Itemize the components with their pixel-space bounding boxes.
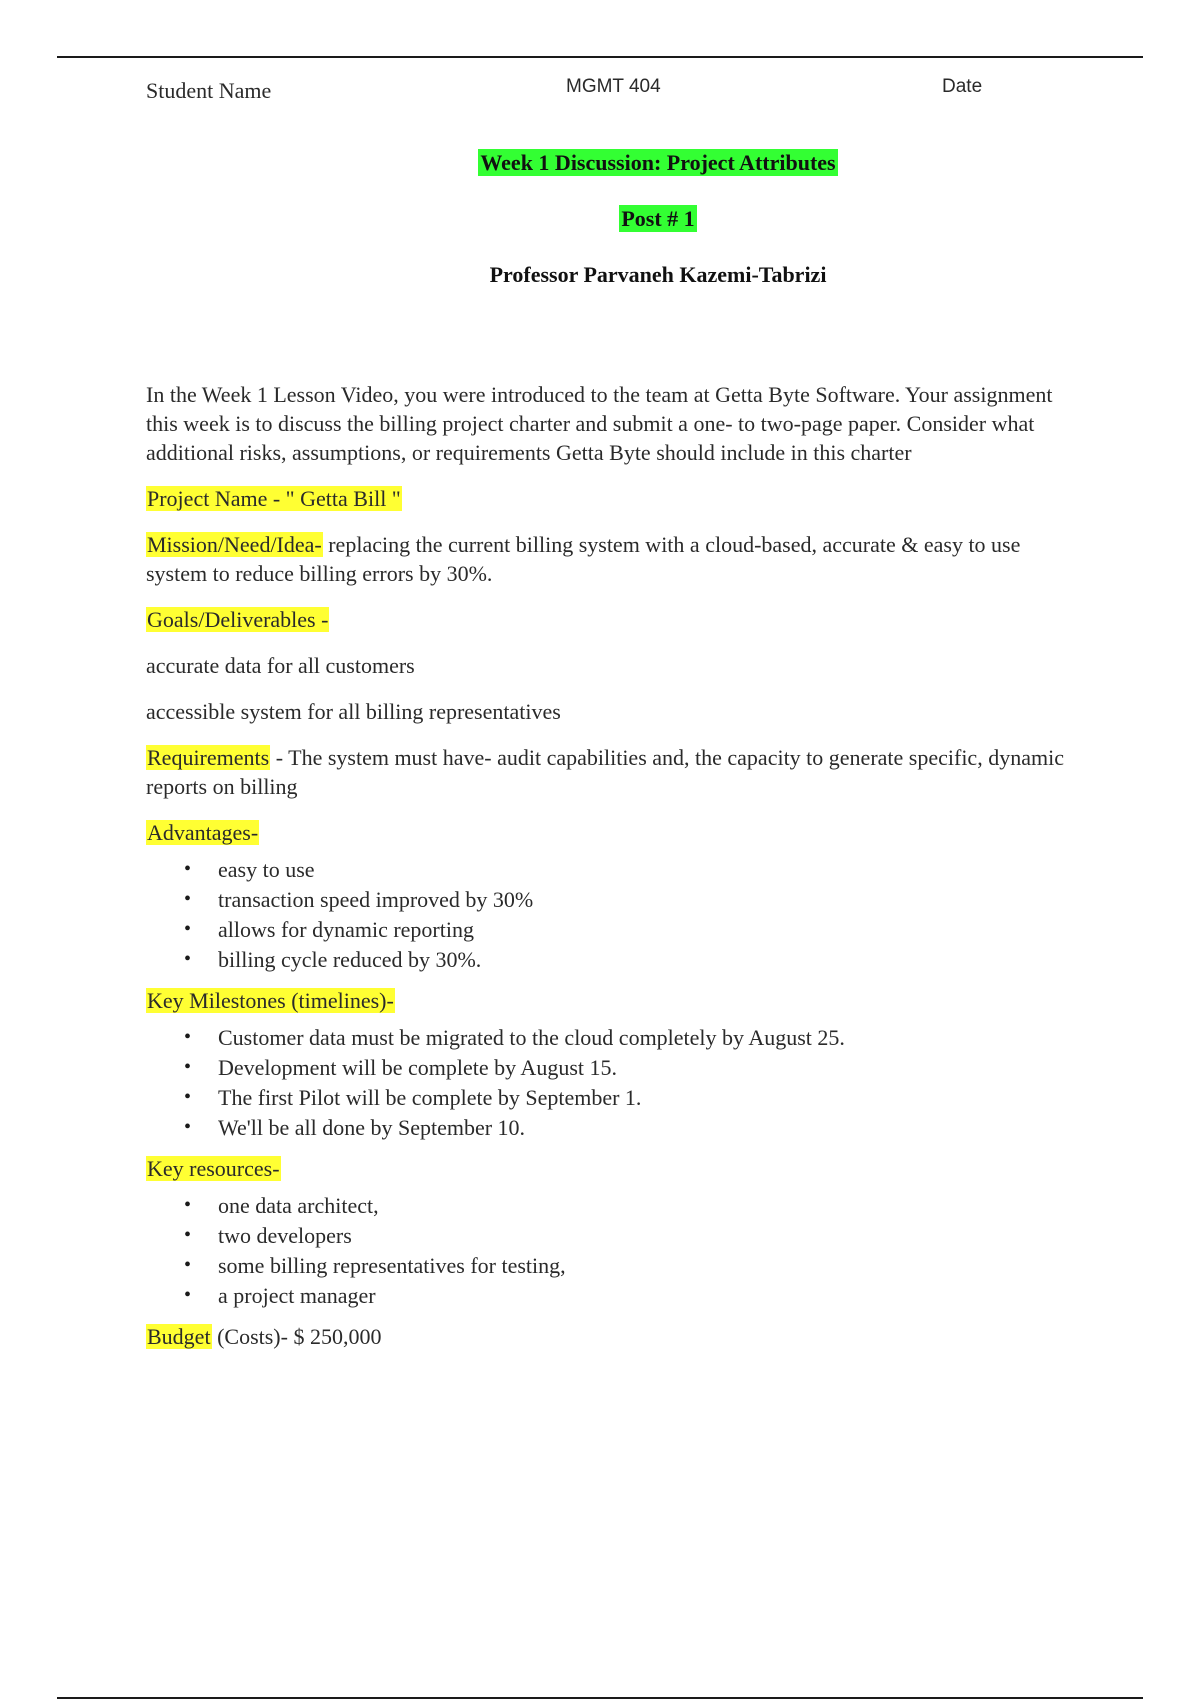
advantages-heading-line <box>146 818 1070 847</box>
requirements-paragraph <box>146 743 1070 801</box>
list-item: • We'll be all done by September 10. <box>184 1113 1070 1142</box>
student-name: Student Name <box>146 78 272 103</box>
resources-heading-line <box>146 1154 1070 1183</box>
goal-item: accurate data for all customers <box>146 653 415 678</box>
list-item: • some billing representatives for testing, <box>184 1251 1070 1280</box>
requirements-text: - The system must have- audit capabilities and, the capacity to generate specific, dynamic reports on billing <box>146 745 1064 799</box>
document-title-line <box>0 150 1200 176</box>
advantages-label: Advantages- <box>147 820 259 845</box>
post-number-line <box>0 206 1200 232</box>
budget-text: (Costs)- $ 250,000 <box>211 1324 382 1349</box>
list-item: • Development will be complete by August 15. <box>184 1053 1070 1082</box>
milestones-heading-line <box>146 986 1070 1015</box>
page-header <box>0 76 1200 110</box>
professor-name: Professor Parvaneh Kazemi-Tabrizi <box>489 262 827 287</box>
list-item: • billing cycle reduced by 30%. <box>184 945 1070 974</box>
project-name: Project Name - " Getta Bill " <box>147 486 401 511</box>
goals-heading-line <box>146 605 1070 634</box>
document-body <box>146 380 1070 1368</box>
list-item: • one data architect, <box>184 1191 1070 1220</box>
goals-label: Goals/Deliverables - <box>147 607 329 632</box>
course-code: MGMT 404 <box>566 76 661 97</box>
milestones-list <box>146 1023 1070 1142</box>
list-item: • allows for dynamic reporting <box>184 915 1070 944</box>
list-item: • The first Pilot will be complete by September 1. <box>184 1083 1070 1112</box>
resources-list <box>146 1191 1070 1310</box>
list-item: • transaction speed improved by 30% <box>184 885 1070 914</box>
date-label: Date <box>942 76 983 97</box>
list-item: • Customer data must be migrated to the cloud completely by August 25. <box>184 1023 1070 1052</box>
budget-label: Budget <box>147 1324 211 1349</box>
list-item: • easy to use <box>184 855 1070 884</box>
advantages-list <box>146 855 1070 974</box>
mission-label: Mission/Need/Idea- <box>147 532 322 557</box>
list-item: • two developers <box>184 1221 1070 1250</box>
top-rule <box>57 56 1143 58</box>
requirements-label: Requirements <box>147 745 270 770</box>
mission-text: replacing the current billing system with a cloud-based, accurate & easy to use system to reduce billing errors by 30%. <box>146 532 1021 586</box>
bottom-rule <box>57 1697 1143 1699</box>
mission-paragraph <box>146 530 1070 588</box>
intro-paragraph: In the Week 1 Lesson Video, you were introduced to the team at Getta Byte Software. Your assignment this week is to discuss the billing project charter and submit a one- to two-page paper. Consider what additional risks, assumptions, or requirements Getta Byte should include in this charter <box>146 382 1053 465</box>
budget-line <box>146 1322 1070 1351</box>
document-title: Week 1 Discussion: Project Attributes <box>480 150 836 175</box>
project-name-line <box>146 484 1070 513</box>
milestones-label: Key Milestones (timelines)- <box>147 988 394 1013</box>
resources-label: Key resources- <box>147 1156 280 1181</box>
post-number: Post # 1 <box>621 206 695 231</box>
list-item: • a project manager <box>184 1281 1070 1310</box>
goal-item: accessible system for all billing representatives <box>146 699 561 724</box>
